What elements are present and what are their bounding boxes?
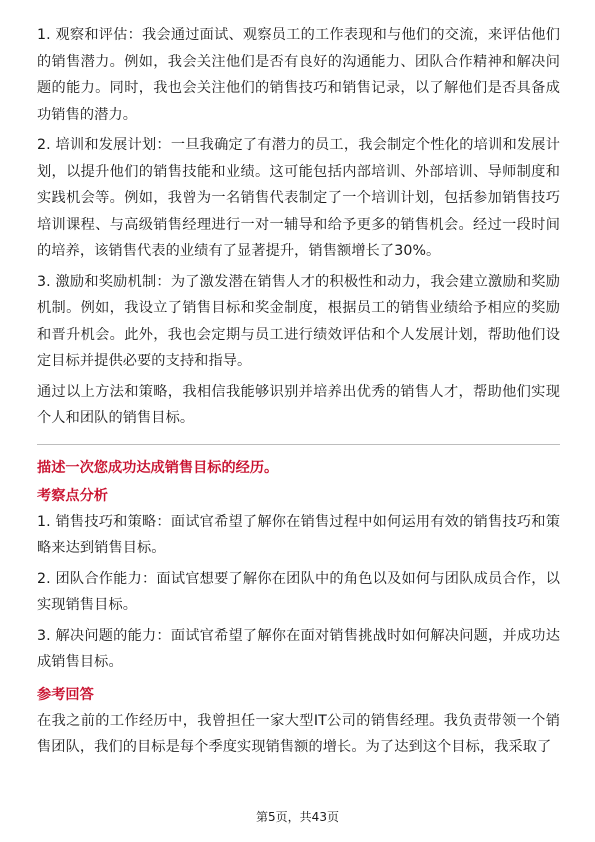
analysis-item-sales-skills: 1. 销售技巧和策略：面试官希望了解你在销售过程中如何运用有效的销售技巧和策略来达到销售目标。 (37, 513, 560, 556)
analysis-item-teamwork: 2. 团队合作能力：面试官想要了解你在团队中的角色以及如何与团队成员合作，以实现销售目标。 (37, 570, 560, 613)
question-title: 描述一次您成功达成销售目标的经历。 (37, 459, 279, 476)
page-number: 第5页，共43页 (256, 810, 339, 824)
summary-paragraph: 通过以上方法和策略，我相信我能够识别并培养出优秀的销售人才，帮助他们实现个人和团队的销售目标。 (37, 383, 560, 426)
list-item-observe-evaluate: 1. 观察和评估：我会通过面试、观察员工的工作表现和与他们的交流，来评估他们的销售潜力。例如，我会关注他们是否有良好的沟通能力、团队合作精神和解决问题的能力。同时，我也会关注他们的销售技巧和销售记录，以了解他们是否具备成功销售的潜力。 (37, 27, 560, 123)
list-item-incentive: 3. 激励和奖励机制：为了激发潜在销售人才的积极性和动力，我会建立激励和奖励机制。例如，我设立了销售目标和奖金制度，根据员工的销售业绩给予相应的奖励和晋升机会。此外，我也会定期与员工进行绩效评估和个人发展计划，帮助他们设定目标并提供必要的支持和指导。 (37, 273, 560, 369)
answer-paragraph: 在我之前的工作经历中，我曾担任一家大型IT公司的销售经理。我负责带领一个销售团队，我们的目标是每个季度实现销售额的增长。为了达到这个目标，我采取了 (37, 712, 560, 755)
answer-heading: 参考回答 (37, 686, 94, 703)
list-item-training-plan: 2. 培训和发展计划：一旦我确定了有潜力的员工，我会制定个性化的培训和发展计划，以提升他们的销售技能和业绩。这可能包括内部培训、外部培训、导师制度和实践机会等。例如，我曾为一名销售代表制定了一个培训计划，包括参加销售技巧培训课程、与高级销售经理进行一对一辅导和给予更多的销售机会。经过一段时间的培养，该销售代表的业绩有了显著提升，销售额增长了30%。 (37, 137, 560, 259)
analysis-heading: 考察点分析 (37, 487, 108, 504)
page-content (37, 22, 560, 765)
section-divider (37, 444, 560, 445)
analysis-item-problem-solving: 3. 解决问题的能力：面试官希望了解你在面对销售挑战时如何解决问题，并成功达成销售目标。 (37, 627, 560, 670)
